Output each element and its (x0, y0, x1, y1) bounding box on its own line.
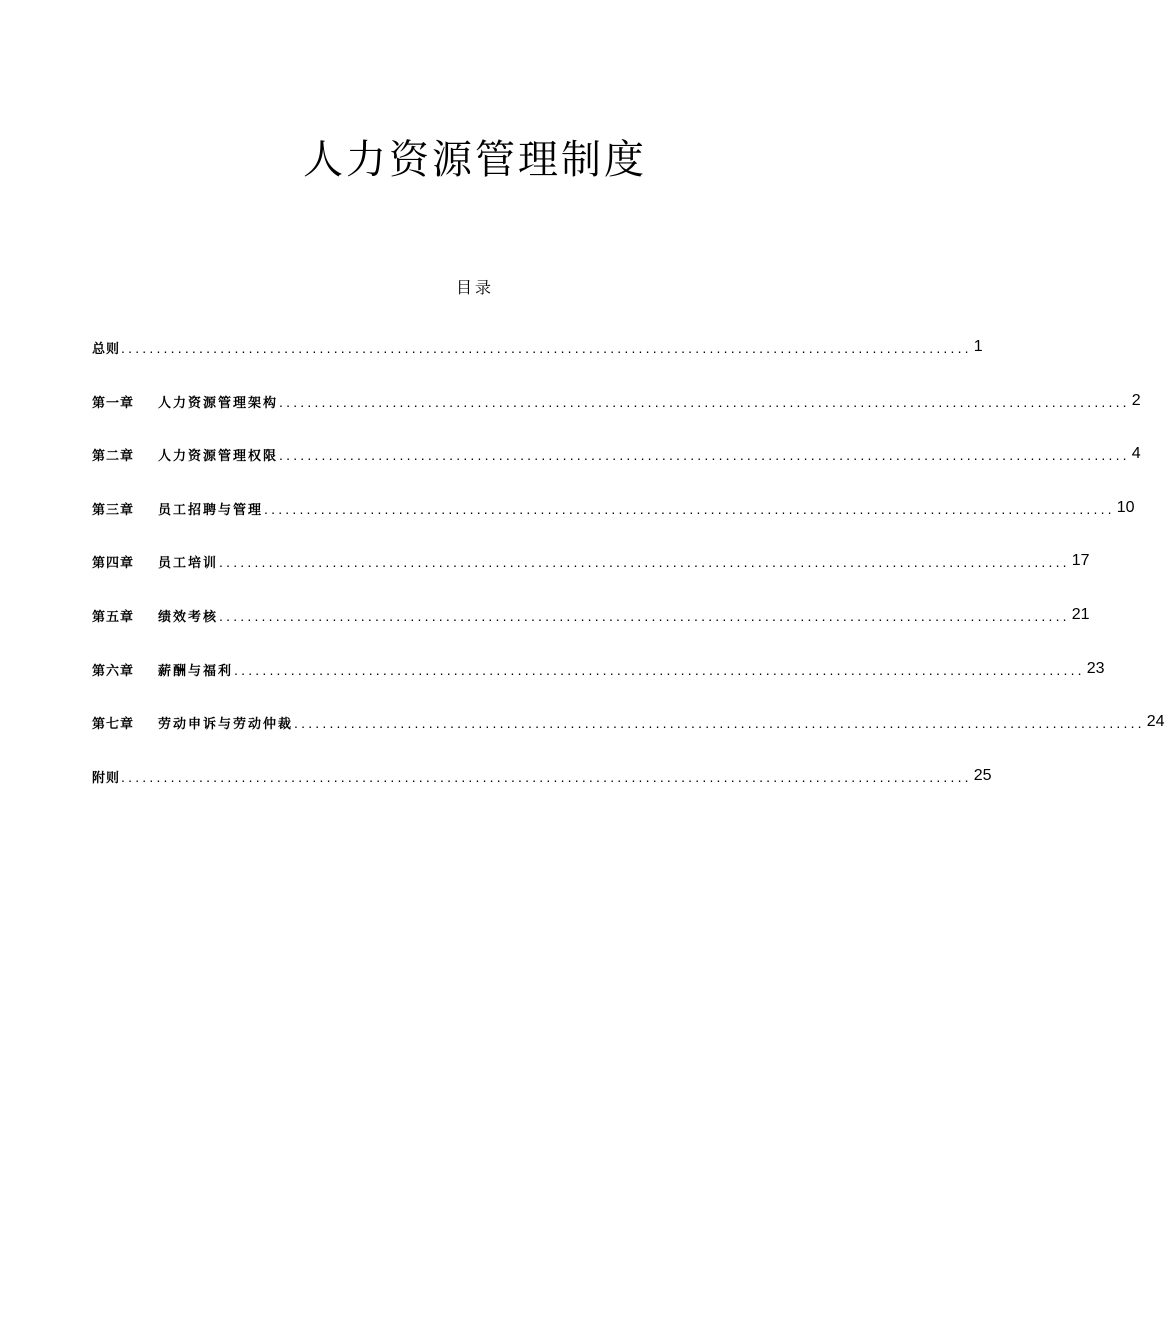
toc-chapter-number: 第三章 (92, 502, 135, 518)
toc-dot-leader: ........................................................................................................................ (264, 500, 1115, 517)
toc-entry-title: 劳动申诉与劳动仲裁 (158, 717, 294, 733)
toc-entry-chapter-4[interactable] (92, 544, 1090, 572)
toc-page-number: 24 (1146, 713, 1165, 731)
toc-entry-chapter-3[interactable] (92, 491, 1135, 518)
toc-page-number: 10 (1116, 498, 1135, 516)
table-of-contents (92, 330, 1165, 812)
toc-entry-title: 员工培训 (158, 556, 219, 572)
toc-entry-chapter-6[interactable] (92, 652, 1105, 679)
toc-dot-leader: ........................................................................................................................ (234, 661, 1085, 678)
toc-page-number: 17 (1071, 552, 1090, 570)
toc-page-number: 25 (973, 766, 992, 784)
toc-entry-general-provisions[interactable] (92, 330, 983, 357)
toc-entry-chapter-2[interactable] (92, 437, 1141, 465)
toc-entry-chapter-5[interactable] (92, 598, 1090, 625)
toc-entry-title: 人力资源管理架构 (158, 395, 279, 411)
toc-dot-leader: ........................................................................................................................ (279, 393, 1130, 410)
toc-page-number: 4 (1131, 445, 1141, 463)
toc-heading: 目录 (455, 278, 494, 297)
toc-entry-title: 绩效考核 (158, 609, 219, 625)
toc-page-number: 1 (973, 338, 983, 355)
toc-dot-leader: ........................................................................................................................ (294, 715, 1145, 732)
toc-chapter-number: 第一章 (92, 395, 135, 411)
toc-chapter-number: 第六章 (92, 663, 135, 679)
toc-page-number: 23 (1086, 659, 1105, 677)
toc-page-number: 21 (1071, 605, 1090, 623)
toc-page-number: 2 (1131, 391, 1141, 409)
toc-entry-chapter-1[interactable] (92, 384, 1141, 411)
toc-dot-leader: ........................................................................................................................ (121, 768, 972, 785)
toc-entry-title: 人力资源管理权限 (158, 449, 279, 465)
toc-entry-title: 附则 (92, 770, 121, 786)
toc-entry-title: 薪酬与福利 (158, 663, 234, 679)
toc-entry-title: 员工招聘与管理 (158, 502, 264, 518)
toc-dot-leader: ........................................................................................................................ (121, 340, 972, 356)
toc-chapter-number: 第五章 (92, 609, 135, 625)
toc-dot-leader: ........................................................................................................................ (219, 607, 1070, 624)
toc-chapter-number: 第二章 (92, 449, 135, 465)
toc-entry-title: 总则 (92, 342, 121, 357)
toc-chapter-number: 第四章 (92, 556, 135, 572)
toc-entry-supplementary-provisions[interactable] (92, 759, 992, 786)
toc-dot-leader: ........................................................................................................................ (279, 447, 1130, 464)
toc-entry-chapter-7[interactable] (92, 705, 1165, 733)
document-title: 人力资源管理制度 (303, 137, 647, 183)
toc-chapter-number: 第七章 (92, 717, 135, 733)
toc-dot-leader: ........................................................................................................................ (219, 554, 1070, 571)
